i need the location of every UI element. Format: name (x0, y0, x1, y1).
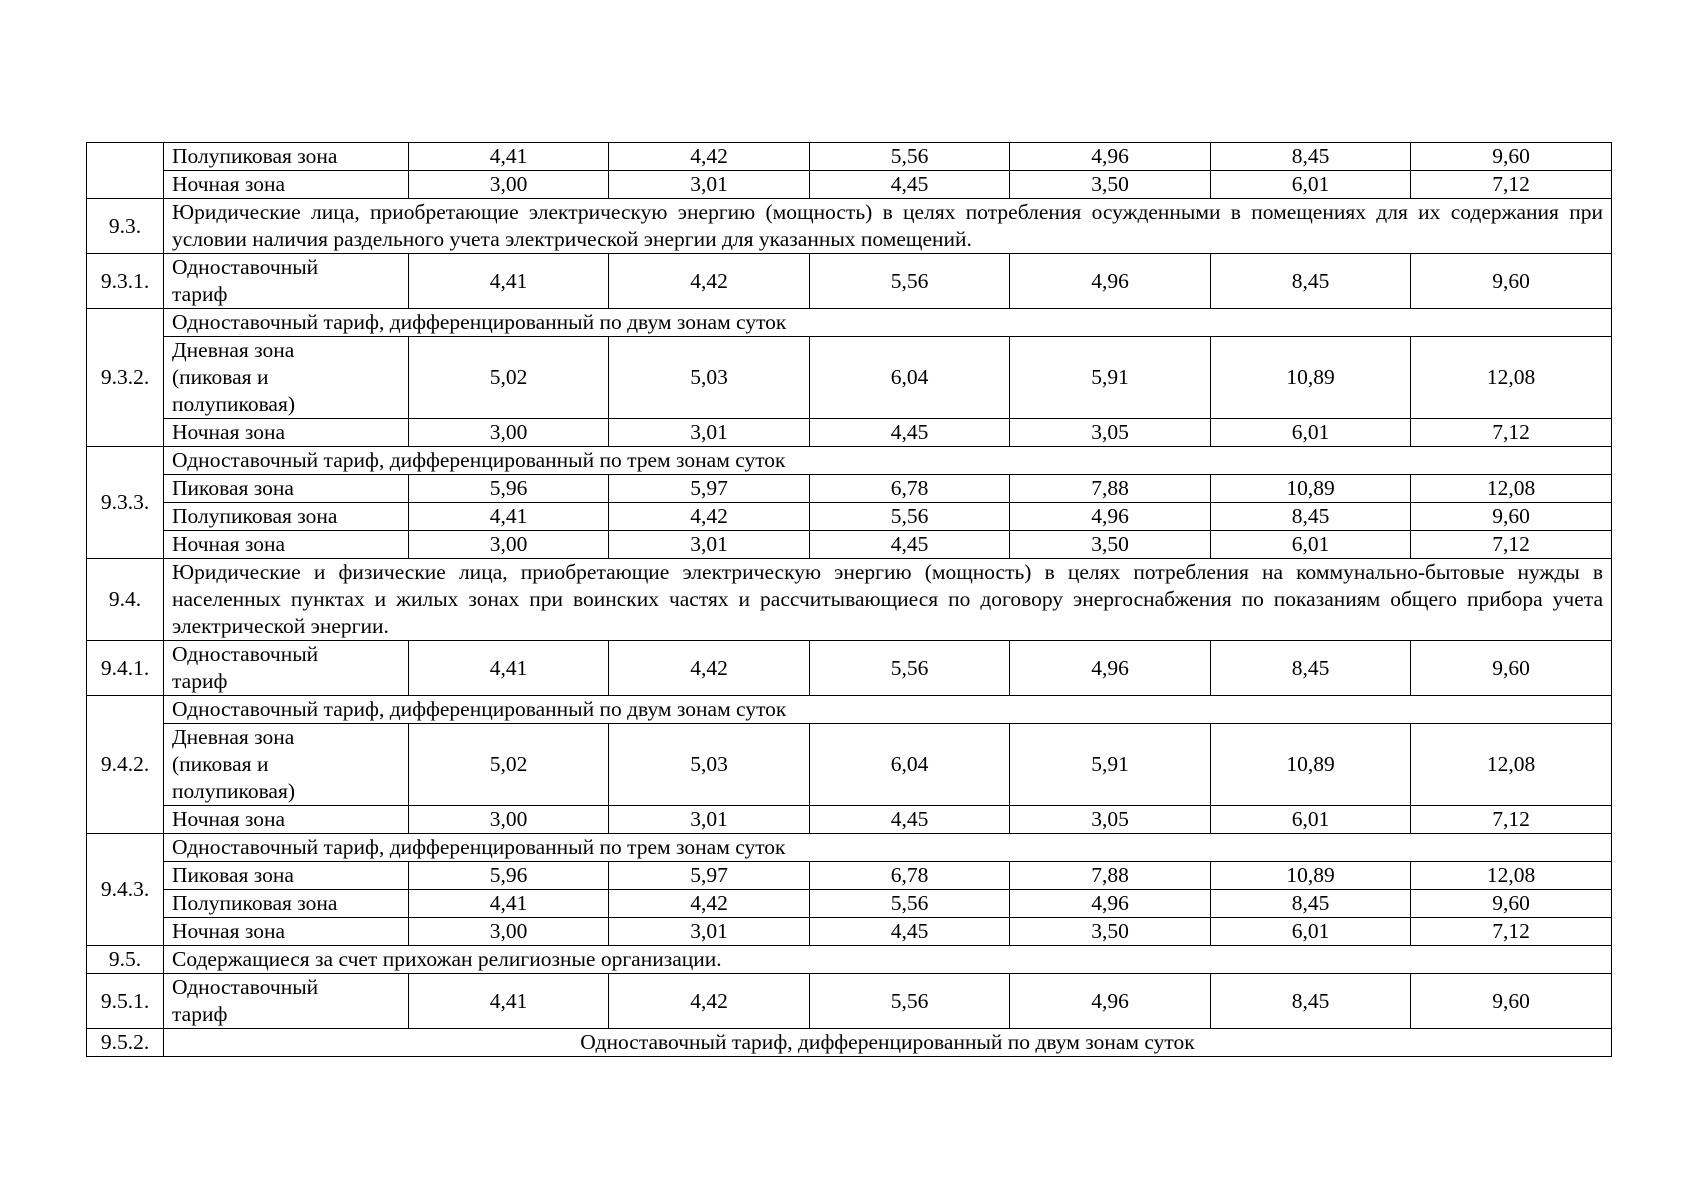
table-row-sub (87, 531, 1612, 559)
tariff-value: 6,01 (1211, 171, 1411, 199)
tariff-value: 4,96 (1010, 890, 1211, 918)
row-number: 9.3. (87, 199, 164, 254)
tariff-value: 9,60 (1411, 890, 1612, 918)
table-row-sub (87, 475, 1612, 503)
row-number: 9.5.1. (87, 974, 164, 1029)
row-number: 9.5.2. (87, 1029, 164, 1057)
subsection-title: Одноставочный тариф, дифференцированный по трем зонам суток (164, 447, 1612, 475)
tariff-value: 5,03 (609, 337, 810, 419)
row-number: 9.3.2. (87, 309, 164, 447)
row-number: 9.3.3. (87, 447, 164, 559)
subsection-title: Одноставочный тариф, дифференцированный по двум зонам суток (164, 309, 1612, 337)
section-title: Содержащиеся за счет прихожан религиозные организации. (164, 946, 1612, 974)
tariff-value: 6,01 (1211, 806, 1411, 834)
table-row-heading (87, 834, 1612, 862)
rate-label: Полупиковая зона (164, 890, 409, 918)
tariff-value: 4,41 (409, 254, 609, 309)
tariff-value: 6,04 (810, 337, 1010, 419)
tariff-value: 4,96 (1010, 143, 1211, 171)
tariff-value: 4,45 (810, 918, 1010, 946)
tariff-value: 4,96 (1010, 254, 1211, 309)
table-row-item (87, 254, 1612, 309)
tariff-value: 4,41 (409, 890, 609, 918)
tariff-value: 7,12 (1411, 806, 1612, 834)
table-row-sub (87, 806, 1612, 834)
tariff-value: 4,41 (409, 641, 609, 696)
subsection-title: Одноставочный тариф, дифференцированный по двум зонам суток (164, 696, 1612, 724)
tariff-value: 5,96 (409, 862, 609, 890)
tariff-value: 8,45 (1211, 143, 1411, 171)
tariff-value: 5,97 (609, 862, 810, 890)
tariff-value: 5,02 (409, 337, 609, 419)
tariff-value: 7,88 (1010, 475, 1211, 503)
tariff-table (86, 142, 1612, 1057)
table-row-sub (87, 503, 1612, 531)
table-row-sub (87, 862, 1612, 890)
tariff-value: 4,45 (810, 806, 1010, 834)
tariff-value: 3,00 (409, 531, 609, 559)
tariff-value: 6,01 (1211, 918, 1411, 946)
table-row-sub (87, 143, 1612, 171)
row-number-cell (87, 143, 164, 199)
row-number: 9.3.1. (87, 254, 164, 309)
rate-label: Пиковая зона (164, 862, 409, 890)
row-number: 9.5. (87, 946, 164, 974)
tariff-value: 5,03 (609, 724, 810, 806)
tariff-value: 10,89 (1211, 724, 1411, 806)
table-row-sub (87, 171, 1612, 199)
tariff-value: 3,05 (1010, 806, 1211, 834)
tariff-value: 4,42 (609, 143, 810, 171)
row-number: 9.4.2. (87, 696, 164, 834)
tariff-value: 3,05 (1010, 419, 1211, 447)
table-row-section (87, 946, 1612, 974)
rate-label: Пиковая зона (164, 475, 409, 503)
table-row-section (87, 199, 1612, 254)
tariff-value: 12,08 (1411, 337, 1612, 419)
table-row-sub (87, 890, 1612, 918)
tariff-value: 3,01 (609, 531, 810, 559)
tariff-value: 8,45 (1211, 254, 1411, 309)
table-row-sub (87, 419, 1612, 447)
tariff-value: 9,60 (1411, 503, 1612, 531)
tariff-value: 5,56 (810, 143, 1010, 171)
tariff-value: 12,08 (1411, 862, 1612, 890)
row-number: 9.4. (87, 559, 164, 641)
tariff-value: 5,56 (810, 254, 1010, 309)
tariff-value: 5,02 (409, 724, 609, 806)
tariff-value: 5,56 (810, 890, 1010, 918)
tariff-value: 6,04 (810, 724, 1010, 806)
tariff-value: 5,97 (609, 475, 810, 503)
subsection-title: Одноставочный тариф, дифференцированный по трем зонам суток (164, 834, 1612, 862)
table-row-heading (87, 696, 1612, 724)
rate-label: Ночная зона (164, 171, 409, 199)
tariff-value: 4,42 (609, 254, 810, 309)
tariff-value: 5,91 (1010, 724, 1211, 806)
tariff-value: 4,41 (409, 974, 609, 1029)
table-row-heading (87, 309, 1612, 337)
tariff-value: 7,88 (1010, 862, 1211, 890)
rate-label: Полупиковая зона (164, 503, 409, 531)
tariff-value: 3,50 (1010, 171, 1211, 199)
tariff-value: 7,12 (1411, 531, 1612, 559)
tariff-value: 3,00 (409, 419, 609, 447)
tariff-value: 4,42 (609, 974, 810, 1029)
tariff-value: 5,56 (810, 641, 1010, 696)
subsection-title: Одноставочный тариф, дифференцированный по двум зонам суток (164, 1029, 1612, 1057)
tariff-value: 4,42 (609, 641, 810, 696)
rate-label: Ночная зона (164, 419, 409, 447)
tariff-value: 3,00 (409, 806, 609, 834)
tariff-value: 3,01 (609, 918, 810, 946)
tariff-value: 4,42 (609, 890, 810, 918)
tariff-value: 5,91 (1010, 337, 1211, 419)
table-row-sub (87, 337, 1612, 419)
tariff-value: 3,00 (409, 171, 609, 199)
rate-label: Дневная зона (пиковая и полупиковая) (164, 337, 409, 419)
tariff-value: 10,89 (1211, 337, 1411, 419)
section-title: Юридические лица, приобретающие электрическую энергию (мощность) в целях потребления осужденными в помещениях для их содержания при условии наличия раздельного учета электрической энергии для указанных помещений. (164, 199, 1612, 254)
tariff-value: 6,01 (1211, 531, 1411, 559)
tariff-value: 7,12 (1411, 419, 1612, 447)
tariff-value: 3,00 (409, 918, 609, 946)
rate-label: Ночная зона (164, 806, 409, 834)
tariff-value: 3,01 (609, 806, 810, 834)
tariff-value: 8,45 (1211, 974, 1411, 1029)
table-row-item (87, 641, 1612, 696)
tariff-value: 4,96 (1010, 641, 1211, 696)
rate-label: Дневная зона (пиковая и полупиковая) (164, 724, 409, 806)
tariff-value: 9,60 (1411, 641, 1612, 696)
tariff-value: 9,60 (1411, 143, 1612, 171)
tariff-value: 12,08 (1411, 475, 1612, 503)
row-number: 9.4.1. (87, 641, 164, 696)
tariff-value: 9,60 (1411, 254, 1612, 309)
tariff-value: 10,89 (1211, 862, 1411, 890)
section-title: Юридические и физические лица, приобретающие электрическую энергию (мощность) в целях потребления на коммунально-бытовые нужды в населенных пунктах и жилых зонах при воинских частях и рассчитывающиеся по договору энергоснабжения по показаниям общего прибора учета электрической энергии. (164, 559, 1612, 641)
tariff-value: 8,45 (1211, 503, 1411, 531)
tariff-value: 4,45 (810, 171, 1010, 199)
tariff-value: 3,50 (1010, 918, 1211, 946)
tariff-value: 4,42 (609, 503, 810, 531)
tariff-value: 9,60 (1411, 974, 1612, 1029)
tariff-value: 7,12 (1411, 918, 1612, 946)
tariff-value: 4,45 (810, 531, 1010, 559)
tariff-value: 8,45 (1211, 641, 1411, 696)
table-row-sub (87, 918, 1612, 946)
rate-label: Одноставочный тариф (164, 641, 409, 696)
tariff-value: 4,96 (1010, 503, 1211, 531)
tariff-value: 4,45 (810, 419, 1010, 447)
rate-label: Одноставочный тариф (164, 974, 409, 1029)
table-row-section (87, 559, 1612, 641)
tariff-table-body (87, 143, 1612, 1057)
tariff-value: 3,01 (609, 419, 810, 447)
tariff-value: 5,96 (409, 475, 609, 503)
tariff-value: 4,41 (409, 503, 609, 531)
table-row-heading (87, 447, 1612, 475)
tariff-value: 10,89 (1211, 475, 1411, 503)
tariff-value: 3,01 (609, 171, 810, 199)
table-row-centered (87, 1029, 1612, 1057)
tariff-value: 8,45 (1211, 890, 1411, 918)
tariff-value: 6,78 (810, 862, 1010, 890)
tariff-value: 7,12 (1411, 171, 1612, 199)
tariff-value: 4,96 (1010, 974, 1211, 1029)
tariff-value: 6,01 (1211, 419, 1411, 447)
rate-label: Полупиковая зона (164, 143, 409, 171)
tariff-value: 4,41 (409, 143, 609, 171)
tariff-value: 5,56 (810, 503, 1010, 531)
tariff-value: 3,50 (1010, 531, 1211, 559)
table-row-item (87, 974, 1612, 1029)
rate-label: Одноставочный тариф (164, 254, 409, 309)
rate-label: Ночная зона (164, 918, 409, 946)
tariff-value: 12,08 (1411, 724, 1612, 806)
tariff-value: 6,78 (810, 475, 1010, 503)
tariff-value: 5,56 (810, 974, 1010, 1029)
rate-label: Ночная зона (164, 531, 409, 559)
table-row-sub (87, 724, 1612, 806)
row-number: 9.4.3. (87, 834, 164, 946)
